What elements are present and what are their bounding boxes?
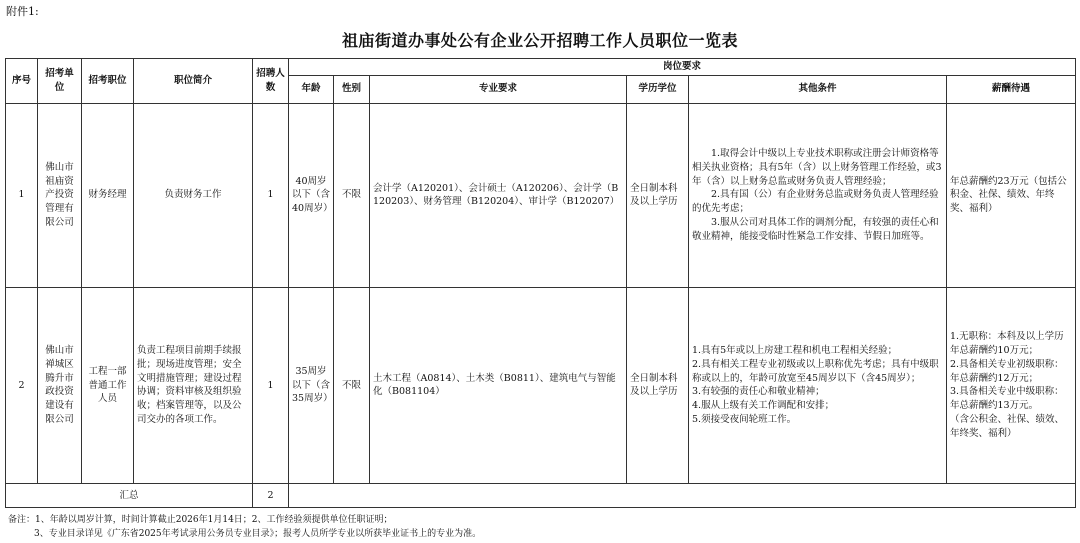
header-education: 学历学位 <box>627 75 689 103</box>
total-label: 汇总 <box>6 483 253 507</box>
row-no: 1 <box>6 103 38 287</box>
other-item: 5.须接受夜间轮班工作。 <box>692 413 797 425</box>
row-position: 财务经理 <box>82 103 134 287</box>
row-intro: 负责财务工作 <box>134 103 253 287</box>
header-gender: 性别 <box>334 75 370 103</box>
other-item: 2.具有相关工程专业初级或以上职称优先考虑；具有中级职称或以上的，年龄可放宽至45周岁以下（含45周岁）； <box>692 358 939 384</box>
row-education: 全日制本科及以上学历 <box>627 287 689 483</box>
header-major: 专业要求 <box>370 75 627 103</box>
row-major: 土木工程（A0814）、土木类（B0811）、建筑电气与智能化（B081104） <box>370 287 627 483</box>
row-count: 1 <box>253 103 289 287</box>
other-item: 1.取得会计中级以上专业技术职称或注册会计师资格等相关执业资格；具有5年（含）以上财务管理工作经验，或3年（含）以上财务总监或财务负责人管理经验； <box>692 148 942 187</box>
total-row <box>6 483 1076 507</box>
other-item: 2.具有国（公）有企业财务总监或财务负责人管理经验的优先考虑； <box>692 189 939 215</box>
header-no: 序号 <box>6 59 38 104</box>
other-item: 3.有较强的责任心和敬业精神； <box>692 386 825 398</box>
note-line: 3、专业目录详见《广东省2025年考试录用公务员专业目录》；报考人员所学专业以所获毕业证书上的专业为准。 <box>34 528 482 539</box>
header-intro: 职位简介 <box>134 59 253 104</box>
row-other <box>689 287 947 483</box>
positions-table <box>5 58 1076 508</box>
other-item: 4.服从上级有关工作调配和安排； <box>692 400 835 412</box>
table-row <box>6 103 1076 287</box>
salary-item: 3.具备相关专业中级职称：年总薪酬约13万元。 <box>950 386 1064 412</box>
row-no: 2 <box>6 287 38 483</box>
row-gender: 不限 <box>334 287 370 483</box>
header-unit: 招考单位 <box>38 59 82 104</box>
row-education: 全日制本科及以上学历 <box>627 103 689 287</box>
header-position: 招考职位 <box>82 59 134 104</box>
note-line: 备注：1、年龄以周岁计算，时间计算截止2026年1月14日；2、工作经验须提供单位任职证明； <box>8 515 393 525</box>
row-unit: 佛山市禅城区腾升市政投资建设有限公司 <box>38 287 82 483</box>
header-requirements: 岗位要求 <box>289 59 1076 76</box>
total-empty <box>289 483 1076 507</box>
other-item: 3.服从公司对具体工作的调剂分配，有较强的责任心和敬业精神，能接受临时性紧急工作安排、节假日加班等。 <box>692 216 939 242</box>
row-salary: 年总薪酬约23万元（包括公积金、社保、绩效、年终奖、福利） <box>947 103 1076 287</box>
header-age: 年龄 <box>289 75 334 103</box>
row-other <box>689 103 947 287</box>
row-unit: 佛山市祖庙资产投资管理有限公司 <box>38 103 82 287</box>
attachment-label: 附件1: <box>6 5 39 18</box>
header-other: 其他条件 <box>689 75 947 103</box>
page-title: 祖庙街道办事处公有企业公开招聘工作人员职位一览表 <box>341 31 738 50</box>
row-major: 会计学（A120201）、会计硕士（A120206）、会计学（B120203）、财务管理（B120204）、审计学（B120207） <box>370 103 627 287</box>
row-gender: 不限 <box>334 103 370 287</box>
notes <box>8 514 481 542</box>
row-age: 35周岁以下（含35周岁） <box>289 287 334 483</box>
salary-item: 1.无职称：本科及以上学历年总薪酬约10万元； <box>950 331 1064 357</box>
header-salary: 薪酬待遇 <box>947 75 1076 103</box>
header-count: 招聘人数 <box>253 59 289 104</box>
row-salary <box>947 287 1076 483</box>
salary-item: 2.具备相关专业初级职称：年总薪酬约12万元； <box>950 358 1064 384</box>
row-age: 40周岁以下（含40周岁） <box>289 103 334 287</box>
row-count: 1 <box>253 287 289 483</box>
row-position: 工程一部普通工作人员 <box>82 287 134 483</box>
total-count: 2 <box>253 483 289 507</box>
table-row <box>6 287 1076 483</box>
salary-item: （含公积金、社保、绩效、年终奖、福利） <box>950 413 1065 439</box>
row-intro: 负责工程项目前期手续报批；现场进度管理；安全文明措施管理；建设过程协调；资料审核及组织验收；档案管理等，以及公司交办的各项工作。 <box>134 287 253 483</box>
other-item: 1.具有5年或以上房建工程和机电工程相关经验； <box>692 345 898 357</box>
